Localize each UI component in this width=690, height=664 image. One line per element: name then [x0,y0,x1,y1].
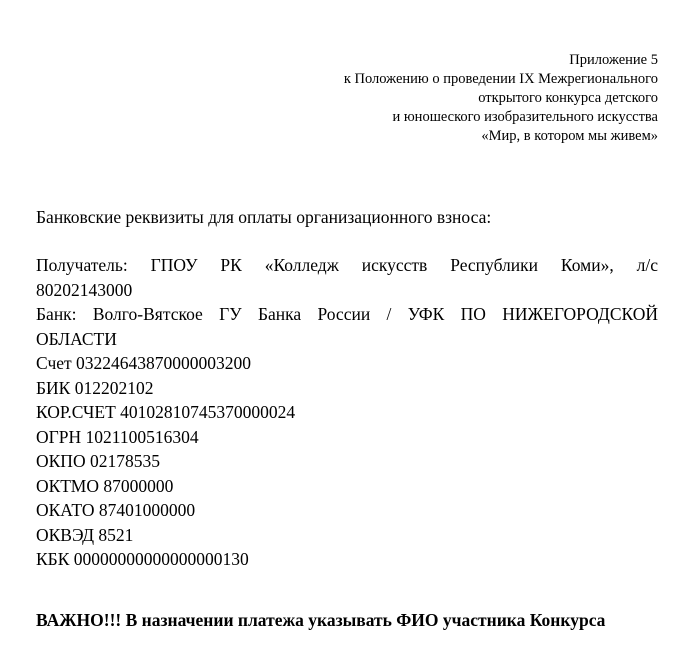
appendix-reference-line: открытого конкурса детского [478,90,658,106]
kbk-code: КБК 00000000000000000130 [36,549,249,569]
bank-requisites [36,253,658,572]
correspondent-account: КОР.СЧЕТ 40102810745370000024 [36,402,296,422]
appendix-number: Приложение 5 [569,52,658,68]
appendix-reference-line: и юношеского изобразительного искусства [392,109,658,125]
okved-code: ОКВЭД 8521 [36,524,134,545]
contest-title: «Мир, в котором мы живем» [481,128,658,144]
ogrn-code: ОГРН 1021100516304 [36,426,199,447]
recipient-line: Получатель: ГПОУ РК «Колледж искусств Республики Коми», л/с [36,255,658,275]
appendix-reference-line: к Положению о проведении IX Межрегионального [343,71,658,87]
okpo-code: ОКПО 02178535 [36,451,160,471]
bank-line: Банк: Волго-Вятское ГУ Банка России / УФК ПО НИЖЕГОРОДСКОЙ [36,304,658,324]
bik-code: БИК 012202102 [36,377,154,398]
oktmo-code: ОКТМО 87000000 [36,475,174,496]
recipient-account-line: 80202143000 [36,279,133,300]
important-payment-note: ВАЖНО!!! В назначении платежа указывать ФИО участника Конкурса [36,610,606,630]
appendix-header [344,51,658,146]
requisites-intro: Банковские реквизиты для оплаты организационного взноса: [36,207,492,227]
bank-line-continued: ОБЛАСТИ [36,328,117,349]
okato-code: ОКАТО 87401000000 [36,500,196,520]
account-number: Счет 03224643870000003200 [36,353,252,373]
